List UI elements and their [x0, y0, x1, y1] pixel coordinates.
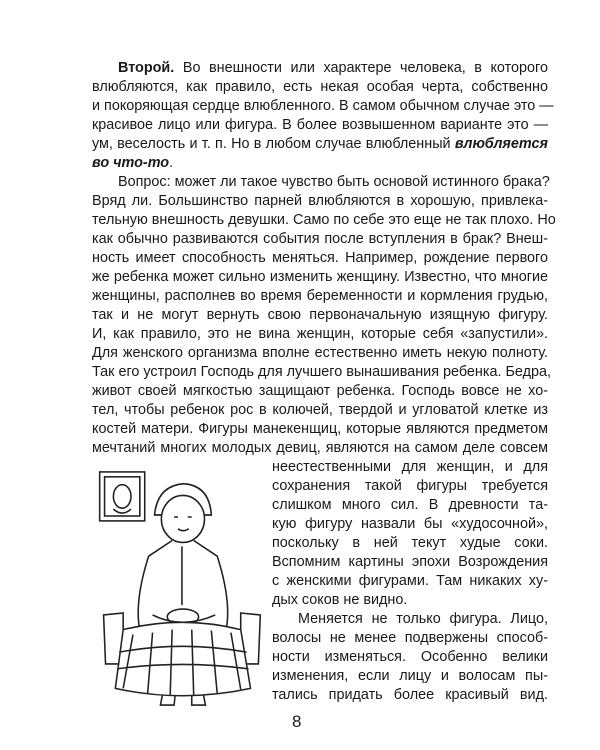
text-line: живот своей мягкостью защищают ребенка. Господь вовсе не хо- — [92, 383, 548, 399]
text-line: Так его устроил Господь для лучшего вынашивания ребенка. Бедра, — [92, 364, 552, 380]
text-line: так и не могут вернуть свою первоначальную изящную фигуру. — [92, 307, 548, 323]
text-line: Меняется не только фигура. Лицо, — [298, 611, 548, 627]
text-line: же ребенка может сильно изменить женщину. Известно, что многие — [92, 269, 548, 285]
text-line: поскольку в ней текут худые соки. — [272, 535, 548, 551]
illustration-seated-woman — [92, 468, 267, 708]
text-line: влюбляются, как правило, есть некая особая черта, собственно — [92, 79, 548, 95]
text-line: слишком много сил. В древности та- — [272, 497, 548, 513]
text-line: ность имеет способность меняться. Например, рождение первого — [92, 250, 548, 266]
text-line: Вспомним картины эпохи Возрождения — [272, 554, 548, 570]
text-line: во что-то. — [92, 155, 174, 171]
text-line: Вопрос: может ли такое чувство быть основой истинного брака? — [118, 174, 550, 190]
text-line: И, как правило, это не вина женщин, которые себя «запустили». — [92, 326, 548, 342]
text-line: костей матери. Фигуры манекенщиц, которые являются предметом — [92, 421, 548, 437]
text-line: сохранения такой фигуры требуется — [272, 478, 548, 494]
text-line: ум, веселость и т. п. Но в любом случае влюбленный влюбляется — [92, 136, 548, 152]
emphasis: во что-то — [92, 155, 170, 171]
text-line: дых соков не видно. — [272, 592, 408, 608]
text-line: неестественными для женщин, и для — [272, 459, 548, 475]
text-line: изменения, если лицу и волосам пы- — [272, 668, 548, 684]
text-line: женщины, располнев во время беременности и кормления грудью, — [92, 288, 548, 304]
emphasis: влюбляется — [454, 136, 548, 152]
text-line: Для женского организма вполне естественно иметь некую полноту. — [92, 345, 548, 361]
text-line: красивое лицо или фигура. В более возвышенном варианте это — — [92, 117, 548, 133]
text-line: Вряд ли. Большинство парней влюбляются в хорошую, привлека- — [92, 193, 548, 209]
text-line: мечтаний многих молодых девиц, являются на самом деле совсем — [92, 440, 548, 456]
page-number: 8 — [292, 712, 302, 731]
text-line: тельную внешность девушки. Само по себе это еще не так плохо. Но — [92, 212, 556, 228]
text-line: с женскими фигурами. Там никаких ху- — [272, 573, 548, 589]
text-line: и покоряющая сердце влюбленного. В самом обычном случае это — — [92, 98, 554, 114]
text-line: волосы не менее подвержены способ- — [272, 630, 548, 646]
text-line: Второй. Во внешности или характере человека, в которого — [118, 60, 548, 76]
lead-word: Второй. — [118, 60, 175, 76]
text-line: как обычно развиваются события после вступления в брак? Внеш- — [92, 231, 548, 247]
text-line: тались придать более красивый вид. — [272, 687, 548, 703]
text-line: ности изменяться. Особенно велики — [272, 649, 548, 665]
text-line: кую фигуру назвали бы «худосочной», — [272, 516, 548, 532]
text-line: тел, чтобы ребенок рос в колючей, твердой и угловатой клетке из — [92, 402, 548, 418]
